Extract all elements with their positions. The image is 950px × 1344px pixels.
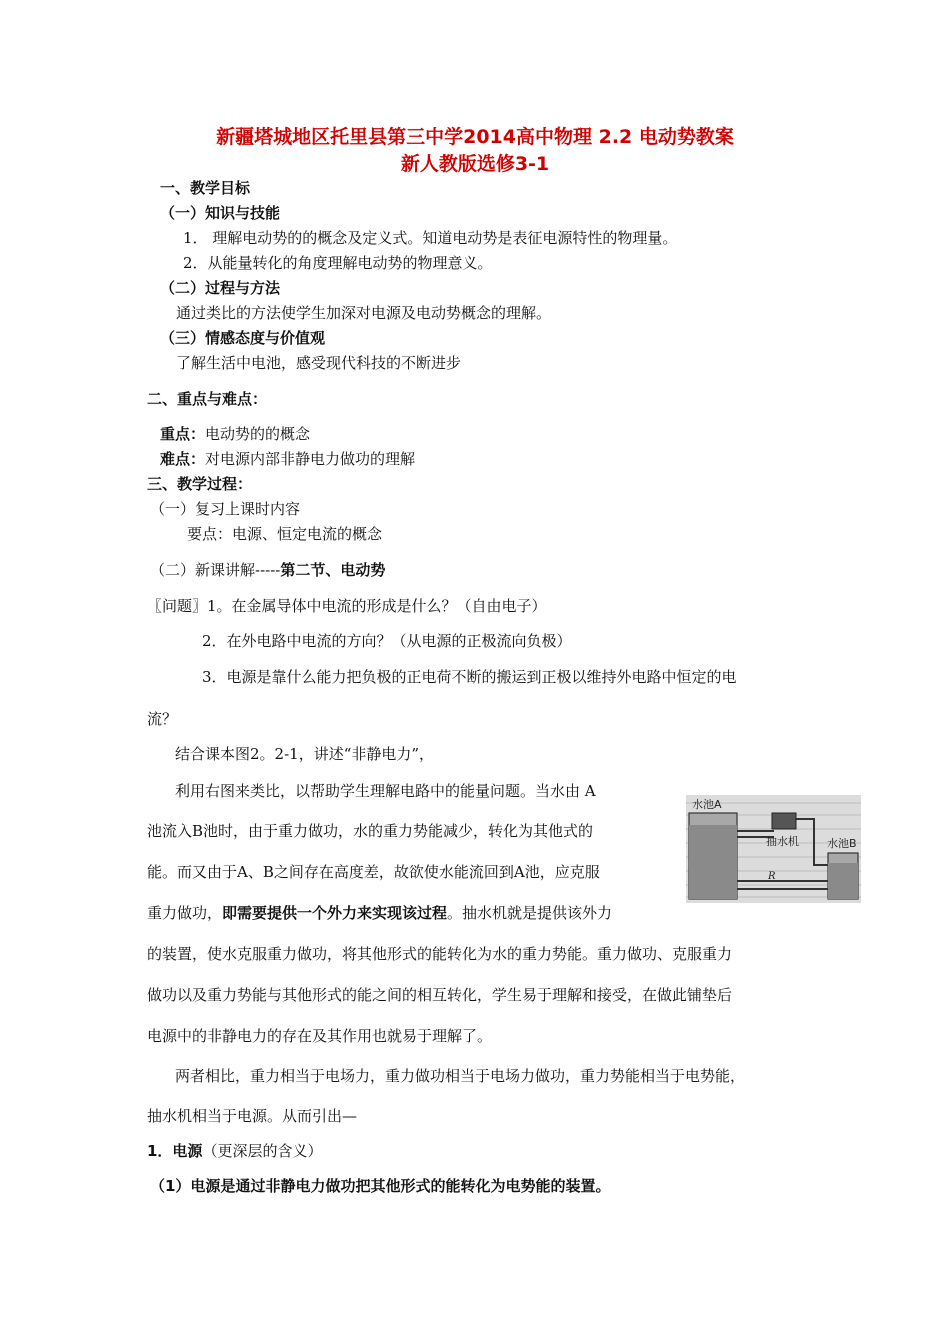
process-text: 通过类比的方法使学生加深对电源及电动势概念的理解。 — [176, 304, 552, 322]
section-heading-process: 三、教学过程： — [147, 475, 253, 493]
key-point-text: 电动势的的概念 — [205, 425, 311, 443]
document-title-line1: 新疆塔城地区托里县第三中学2014高中物理 2.2 电动势教案 — [216, 126, 734, 148]
document-title-line2: 新人教版选修3-1 — [400, 153, 550, 175]
water-pump-analogy-figure — [686, 795, 861, 903]
pool-b-water — [828, 863, 858, 899]
power-source-note: （更深层的含义） — [202, 1142, 323, 1160]
difficulty-row — [160, 449, 415, 469]
power-source-label: 1．电源 — [147, 1142, 203, 1160]
analogy-line-2: 池流入B池时，由于重力做功，水的重力势能减少，转化为其他式的 — [147, 822, 594, 840]
emotion-text: 了解生活中电池，感受现代科技的不断进步 — [176, 354, 462, 372]
analogy-line-4 — [147, 903, 612, 923]
difficulty-label: 难点： — [160, 450, 206, 468]
analogy-line-3: 能。而又由于A、B之间存在高度差，故欲使水能流回到A池，应克服 — [147, 863, 600, 881]
review-heading: （一）复习上课时内容 — [150, 500, 301, 518]
analogy-line-4-end: 。抽水机就是提供该外力 — [447, 904, 613, 922]
subheading-emotion: （三）情感态度与价值观 — [160, 329, 326, 347]
question-1: 〖问题〗1。在金属导体中电流的形成是什么？（自由电子） — [147, 597, 547, 615]
question-2: 2．在外电路中电流的方向？（从电源的正极流向负极） — [202, 632, 572, 650]
analogy-line-6: 做功以及重力势能与其他形式的能之间的相互转化，学生易于理解和接受，在做此铺垫后 — [147, 986, 733, 1004]
new-lesson-heading — [150, 560, 385, 580]
analogy-line-5: 的装置，使水克服重力做功，将其他形式的能转化为水的重力势能。重力做功、克服重力 — [147, 945, 733, 963]
new-lesson-title: 第二节、电动势 — [280, 561, 386, 579]
pipe-label: R — [768, 871, 776, 882]
pool-a-label: 水池A — [692, 798, 722, 811]
power-source-definition: （1）电源是通过非静电力做功把其他形式的能转化为电势能的装置。 — [150, 1177, 611, 1195]
power-source-heading — [147, 1141, 322, 1161]
subheading-knowledge: （一）知识与技能 — [160, 204, 281, 222]
pool-b-label: 水池B — [827, 837, 857, 850]
difficulty-text: 对电源内部非静电力做功的理解 — [205, 450, 416, 468]
new-lesson-prefix: （二）新课讲解----- — [150, 561, 281, 579]
subheading-process: （二）过程与方法 — [160, 279, 281, 297]
goal-item-1: 1． 理解电动势的的概念及定义式。知道电动势是表征电源特性的物理量。 — [183, 229, 678, 247]
question-3-line2: 流？ — [147, 710, 178, 728]
pump-label: 抽水机 — [766, 835, 799, 848]
key-point-row — [160, 424, 310, 444]
comparison-line-2: 抽水机相当于电源。从而引出— — [147, 1107, 358, 1125]
comparison-line-1: 两者相比，重力相当于电场力，重力做功相当于电场力做功，重力势能相当于电势能， — [175, 1067, 746, 1085]
analogy-line-4-bold: 即需要提供一个外力来实现该过程 — [222, 904, 448, 922]
analogy-line-1: 利用右图来类比，以帮助学生理解电路中的能量问题。当水由 A — [175, 782, 596, 800]
analogy-line-4-start: 重力做功， — [147, 904, 223, 922]
analogy-line-7: 电源中的非静电力的存在及其作用也就易于理解了。 — [147, 1027, 493, 1045]
pump-body — [772, 813, 796, 829]
key-point-label: 重点： — [160, 425, 206, 443]
goal-item-2: 2．从能量转化的角度理解电动势的物理意义。 — [183, 254, 493, 272]
body-paragraph-1: 结合课本图2。2-1，讲述“非静电力”， — [175, 745, 435, 763]
water-pump-diagram — [686, 795, 861, 903]
section-heading-key-points: 二、重点与难点： — [147, 390, 268, 408]
question-3-line1: 3．电源是靠什么能力把负极的正电荷不断的搬运到正极以维持外电路中恒定的电 — [202, 668, 737, 686]
review-points: 要点：电源、恒定电流的概念 — [187, 525, 383, 543]
pool-a-water — [689, 825, 737, 899]
section-heading-goals: 一、教学目标 — [160, 179, 251, 197]
